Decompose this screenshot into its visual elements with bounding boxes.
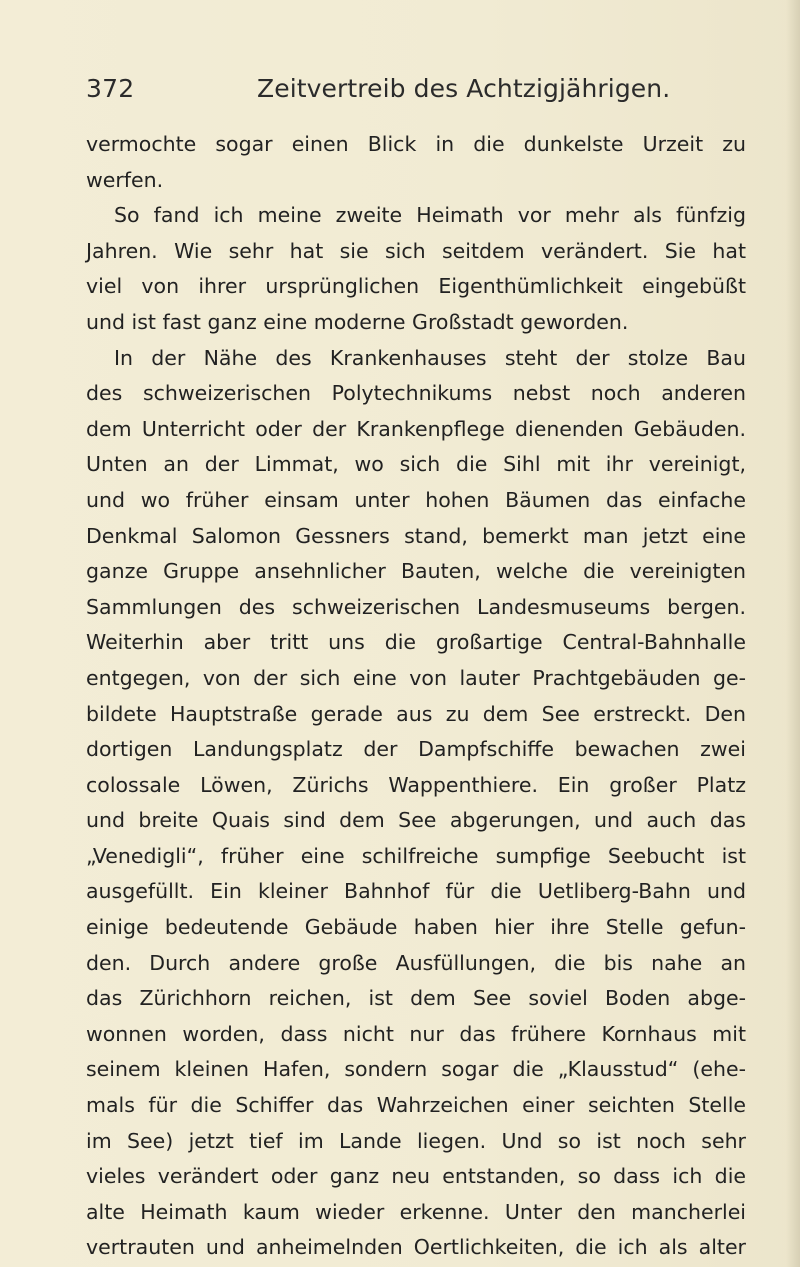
text-line: Jahren. Wie sehr hat sie sich seitdem verändert. Sie hat [86, 238, 746, 263]
text-line: alte Heimath kaum wieder erkenne. Unter den mancherlei [86, 1199, 746, 1224]
text-line: entgegen, von der sich eine von lauter Prachtgebäuden ge- [86, 665, 746, 690]
text-line: vieles verändert oder ganz neu entstanden, so dass ich die [86, 1164, 746, 1189]
page-edge-shadow [786, 0, 800, 1267]
text-line: Denkmal Salomon Gessners stand, bemerkt man jetzt eine [86, 523, 746, 548]
running-head: Zeitvertreib des Achtzigjährigen. [257, 74, 671, 103]
body-text [86, 127, 746, 1266]
text-line: und wo früher einsam unter hohen Bäumen das einfache [86, 487, 746, 512]
text-line: mals für die Schiffer das Wahrzeichen einer seichten Stelle [86, 1093, 746, 1118]
text-line: dortigen Landungsplatz der Dampfschiffe bewachen zwei [86, 737, 746, 762]
text-line: „Venedigli“, früher eine schilfreiche sumpfige Seebucht ist [86, 843, 746, 868]
text-line: So fand ich meine zweite Heimath vor mehr als fünfzig [114, 203, 746, 228]
text-line: ganze Gruppe ansehnlicher Bauten, welche die vereinigten [86, 559, 746, 584]
page-number: 372 [86, 74, 135, 103]
text-line: bildete Hauptstraße gerade aus zu dem See erstreckt. Den [86, 701, 746, 726]
text-line: Unten an der Limmat, wo sich die Sihl mit ihr vereinigt, [86, 452, 746, 477]
text-line: im See) jetzt tief im Lande liegen. Und so ist noch sehr [86, 1128, 746, 1153]
text-line: einige bedeutende Gebäude haben hier ihre Stelle gefun- [86, 915, 746, 940]
text-line: und breite Quais sind dem See abgerungen, und auch das [86, 808, 746, 833]
text-line: ausgefüllt. Ein kleiner Bahnhof für die Uetliberg-Bahn und [86, 879, 746, 904]
page-header [86, 74, 746, 114]
text-line: und ist fast ganz eine moderne Großstadt geworden. [86, 309, 629, 334]
text-line: werfen. [86, 167, 164, 192]
text-line: das Zürichhorn reichen, ist dem See soviel Boden abge- [86, 986, 746, 1011]
text-line: seinem kleinen Hafen, sondern sogar die „Klausstud“ (ehe- [86, 1057, 746, 1082]
text-line: dem Unterricht oder der Krankenpflege dienenden Gebäuden. [86, 416, 746, 441]
text-line: colossale Löwen, Zürichs Wappenthiere. Ein großer Platz [86, 772, 746, 797]
text-line: In der Nähe des Krankenhauses steht der stolze Bau [114, 345, 746, 370]
text-line: Sammlungen des schweizerischen Landesmuseums bergen. [86, 594, 746, 619]
text-line: des schweizerischen Polytechnikums nebst noch anderen [86, 381, 746, 406]
text-line: viel von ihrer ursprünglichen Eigenthümlichkeit eingebüßt [86, 274, 746, 299]
text-line: vertrauten und anheimelnden Oertlichkeiten, die ich als alter [86, 1235, 746, 1260]
text-line: vermochte sogar einen Blick in die dunkelste Urzeit zu [86, 132, 746, 156]
text-line: wonnen worden, dass nicht nur das frühere Kornhaus mit [86, 1021, 746, 1046]
text-line: Weiterhin aber tritt uns die großartige Central-Bahnhalle [86, 630, 746, 655]
text-line: den. Durch andere große Ausfüllungen, die bis nahe an [86, 950, 746, 975]
